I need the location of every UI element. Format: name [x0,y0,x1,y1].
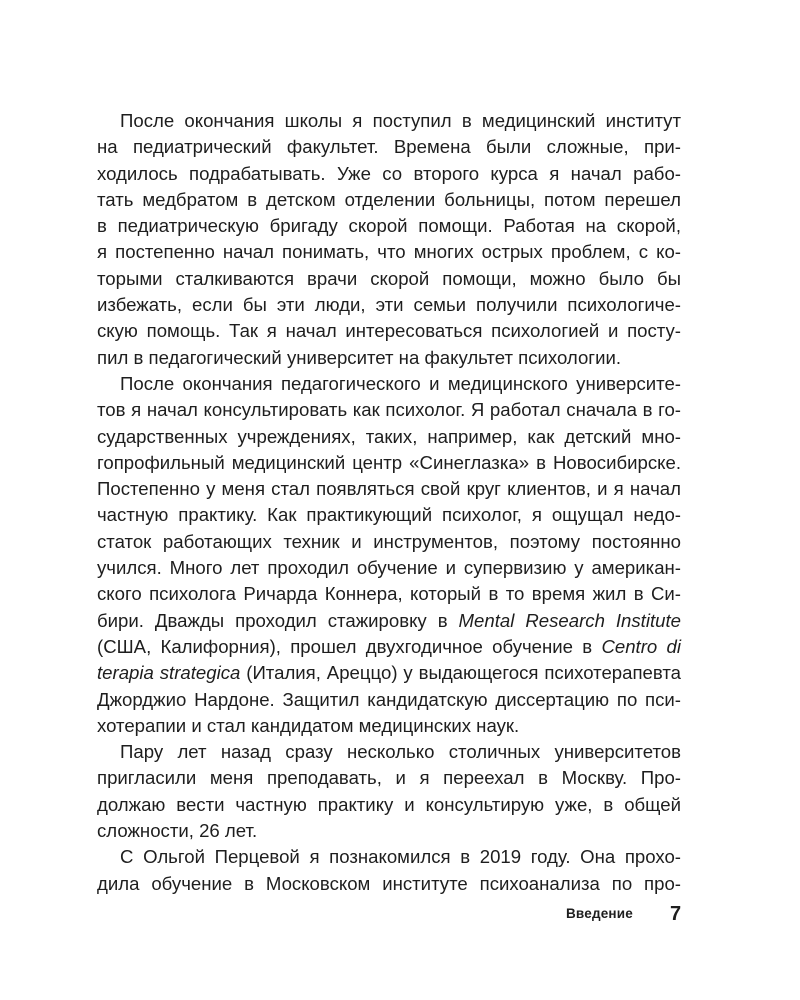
text-run: (США, Калифорния), прошел двухгодичное обучение в [97,635,602,657]
text-line [97,660,681,686]
italic-title: Centro di [601,635,681,657]
text-line: учился. Много лет проходил обучение и супервизию у американ- [97,557,681,579]
italic-title: terapia strategica [97,662,241,684]
text-line: Пару лет назад сразу несколько столичных университетов [120,741,681,763]
page-number: 7 [670,903,682,925]
text-line [97,634,681,660]
text-line: избежать, если бы эти люди, эти семьи получили психологиче- [97,294,681,316]
text-line: сложности, 26 лет. [97,820,258,842]
text-line: статок работающих техник и инструментов, поэтому постоянно [97,530,681,552]
paragraph-4 [97,844,681,897]
text-line: После окончания педагогического и медицинского университе- [120,372,681,394]
text-line: пил в педагогический университет на факультет психологии. [97,346,622,368]
paragraph-3 [97,739,681,844]
text-line: Джорджио Нардоне. Защитил кандидатскую диссертацию по пси- [97,688,681,710]
text-line: торыми сталкиваются врачи скорой помощи, можно было бы [97,267,681,289]
text-line: в педиатрическую бригаду скорой помощи. Работая на скорой, [97,215,681,237]
text-line: тов я начал консультировать как психолог. Я работал сначала в го- [97,399,681,421]
text-line: я постепенно начал понимать, что многих острых проблем, с ко- [97,241,681,263]
text-line: сударственных учреждениях, таких, например, как детский мно- [97,425,681,447]
body-text [97,108,681,897]
paragraph-1 [97,108,681,371]
text-line: ходилось подрабатывать. Уже со второго курса я начал рабо- [97,162,681,184]
text-line: дила обучение в Московском институте психоанализа по про- [97,872,681,894]
text-line: После окончания школы я поступил в медицинский институт [120,110,681,131]
text-line: гопрофильный медицинский центр «Синеглазка» в Новосибирске. [97,451,681,473]
text-line: частную практику. Как практикующий психолог, я ощущал недо- [97,504,681,526]
text-line: пригласили меня преподавать, и я переехал в Москву. Про- [97,767,681,789]
paragraph-2 [97,371,681,739]
text-line: Постепенно у меня стал появляться свой круг клиентов, и я начал [97,478,681,500]
text-line: должаю вести частную практику и консультирую уже, в общей [97,793,681,815]
text-line: тать медбратом в детском отделении больницы, потом перешел [97,188,681,210]
page-footer [0,903,800,933]
text-line: С Ольгой Перцевой я познакомился в 2019 году. Она прохо- [120,846,681,868]
text-line: на педиатрический факультет. Времена были сложные, при- [97,136,681,158]
text-run: бири. Дважды проходил стажировку в [97,609,459,631]
text-run: (Италия, Ареццо) у выдающегося психотерапевта [240,662,681,684]
text-line [97,608,681,634]
text-line: ского психолога Ричарда Коннера, который в то время жил в Си- [97,583,681,605]
text-line: скую помощь. Так я начал интересоваться психологией и посту- [97,320,681,342]
running-head: Введение [565,906,633,921]
italic-title: Mental Research Institute [458,609,681,631]
text-line: хотерапии и стал кандидатом медицинских наук. [97,714,520,736]
